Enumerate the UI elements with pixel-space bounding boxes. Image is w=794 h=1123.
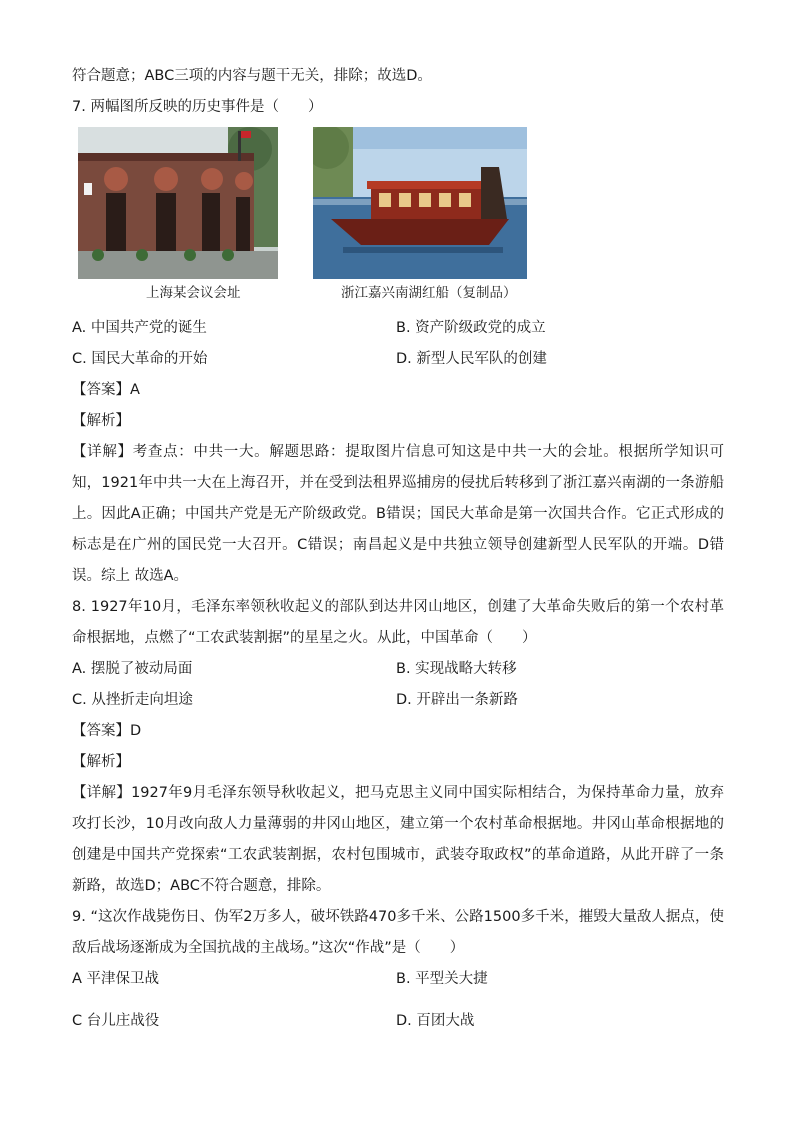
q9-option-a: A 平津保卫战 bbox=[72, 971, 160, 987]
q8-analysis-label: 【解析】 bbox=[72, 754, 130, 770]
q7-option-b: B. 资产阶级政党的成立 bbox=[396, 320, 546, 336]
q8-option-c: C. 从挫折走向坦途 bbox=[72, 692, 193, 708]
figure-1-caption: 上海某会议会址 bbox=[146, 285, 241, 301]
question-7-options-row1 bbox=[72, 313, 724, 344]
question-8-options-row2 bbox=[72, 685, 724, 716]
q7-analysis-label: 【解析】 bbox=[72, 413, 130, 429]
question-8-options-row1 bbox=[72, 654, 724, 685]
figure-red-boat bbox=[313, 127, 527, 301]
question-7-figures bbox=[72, 127, 724, 313]
figure-shanghai-site bbox=[78, 127, 278, 301]
red-boat-image bbox=[313, 127, 527, 279]
q8-option-a: A. 摆脱了被动局面 bbox=[72, 661, 193, 677]
q9-option-d: D. 百团大战 bbox=[396, 1013, 475, 1029]
q8-option-d: D. 开辟出一条新路 bbox=[396, 692, 518, 708]
q7-option-c: C. 国民大革命的开始 bbox=[72, 351, 208, 367]
q9-option-b: B. 平型关大捷 bbox=[396, 971, 488, 987]
question-8-stem: 8. 1927年10月，毛泽东率领秋收起义的部队到达井冈山地区，创建了大革命失败后的第一个农村革命根据地，点燃了“工农武装割据”的星星之火。从此，中国革命（ ） bbox=[72, 599, 724, 646]
q7-answer: 【答案】A bbox=[72, 382, 140, 398]
q8-answer: 【答案】D bbox=[72, 723, 142, 739]
question-7-stem: 7. 两幅图所反映的历史事件是（ ） bbox=[72, 99, 323, 115]
q7-option-d: D. 新型人民军队的创建 bbox=[396, 351, 547, 367]
question-9-options-row1 bbox=[72, 964, 724, 1006]
q7-detail: 【详解】考查点：中共一大。解题思路：提取图片信息可知这是中共一大的会址。根据所学知识可知，1921年中共一大在上海召开，并在受到法租界巡捕房的侵扰后转移到了浙江嘉兴南湖的一条游船上。因此A正确；中国共产党是无产阶级政党。B错误；国民大革命是第一次国共合作。它正式形成的标志是在广州的国民党一大召开。C错误；南昌起义是中共独立领导创建新型人民军队的开端。D错误。综上 故选A。 bbox=[72, 444, 724, 584]
prev-answer-tail: 符合题意；ABC三项的内容与题干无关，排除；故选D。 bbox=[72, 68, 432, 84]
question-9-options-row2 bbox=[72, 1006, 724, 1037]
q9-option-c: C 台儿庄战役 bbox=[72, 1013, 160, 1029]
q7-option-a: A. 中国共产党的诞生 bbox=[72, 320, 207, 336]
q8-option-b: B. 实现战略大转移 bbox=[396, 661, 517, 677]
q8-detail: 【详解】1927年9月毛泽东领导秋收起义，把马克思主义同中国实际相结合，为保持革命力量，放弃攻打长沙，10月改向敌人力量薄弱的井冈山地区，建立第一个农村革命根据地。井冈山革命根据地的创建是中国共产党探索“工农武装割据，农村包围城市，武装夺取政权”的革命道路，从此开辟了一条新路，故选D；ABC不符合题意，排除。 bbox=[72, 785, 724, 894]
question-7-options-row2 bbox=[72, 344, 724, 375]
question-9-stem: 9. “这次作战毙伤日、伪军2万多人，破坏铁路470多千米、公路1500多千米，摧毁大量敌人据点，使敌后战场逐渐成为全国抗战的主战场。”这次“作战”是（ ） bbox=[72, 909, 724, 956]
document-page bbox=[72, 61, 724, 1037]
shanghai-building-image bbox=[78, 127, 278, 279]
figure-2-caption: 浙江嘉兴南湖红船（复制品） bbox=[341, 285, 517, 301]
